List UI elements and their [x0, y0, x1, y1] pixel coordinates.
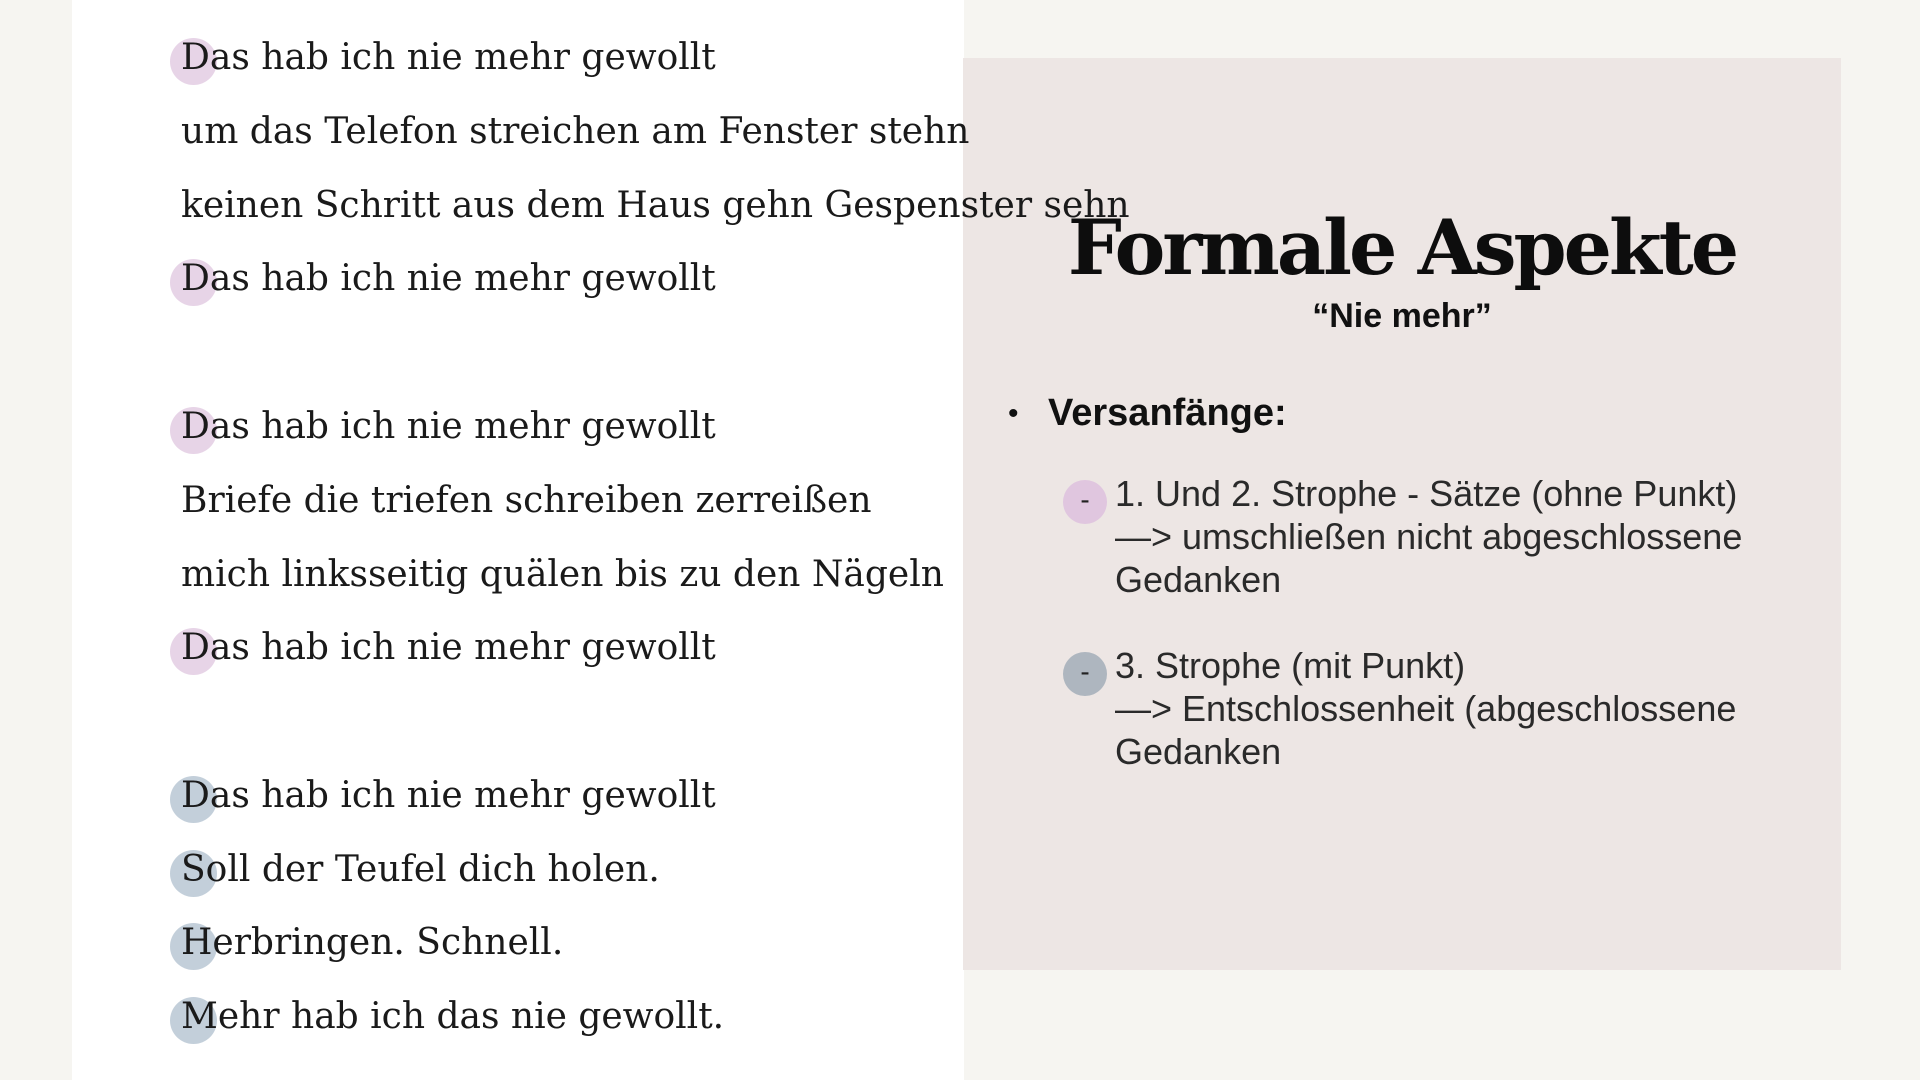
- poem-line: Herbringen. Schnell.: [181, 918, 563, 968]
- dash-icon: -: [1063, 480, 1107, 524]
- sub-item-text: 3. Strophe (mit Punkt) —> Entschlossenheit (abgeschlossene Gedanken: [1115, 645, 1737, 772]
- page-title: Formale Aspekte: [1067, 203, 1737, 292]
- bullet-icon: •: [1008, 397, 1019, 430]
- poem-line: Briefe die triefen schreiben zerreißen: [181, 480, 872, 521]
- sub-item-text: 1. Und 2. Strophe - Sätze (ohne Punkt) —> umschließen nicht abgeschlossene Gedanken: [1115, 473, 1743, 600]
- poem-panel: [72, 0, 1130, 1080]
- poem-line: Das hab ich nie mehr gewollt: [181, 623, 716, 673]
- poem-line: Mehr hab ich das nie gewollt.: [181, 992, 724, 1042]
- poem-line: um das Telefon streichen am Fenster stehn: [181, 111, 970, 152]
- bullet-label: Versanfänge:: [1048, 392, 1287, 434]
- poem-line: keinen Schritt aus dem Haus gehn Gespenster sehn: [181, 185, 1130, 226]
- poem-line: Das hab ich nie mehr gewollt: [181, 402, 716, 452]
- poem-line: Das hab ich nie mehr gewollt: [181, 33, 716, 83]
- bullet-item: [1008, 388, 1287, 439]
- poem-line: mich linksseitig quälen bis zu den Nägeln: [181, 554, 944, 595]
- dash-icon: -: [1063, 652, 1107, 696]
- poem-line: Das hab ich nie mehr gewollt: [181, 254, 716, 304]
- subtitle: “Nie mehr”: [1312, 297, 1492, 335]
- poem-line: Soll der Teufel dich holen.: [181, 845, 660, 895]
- poem-line: Das hab ich nie mehr gewollt: [181, 771, 716, 821]
